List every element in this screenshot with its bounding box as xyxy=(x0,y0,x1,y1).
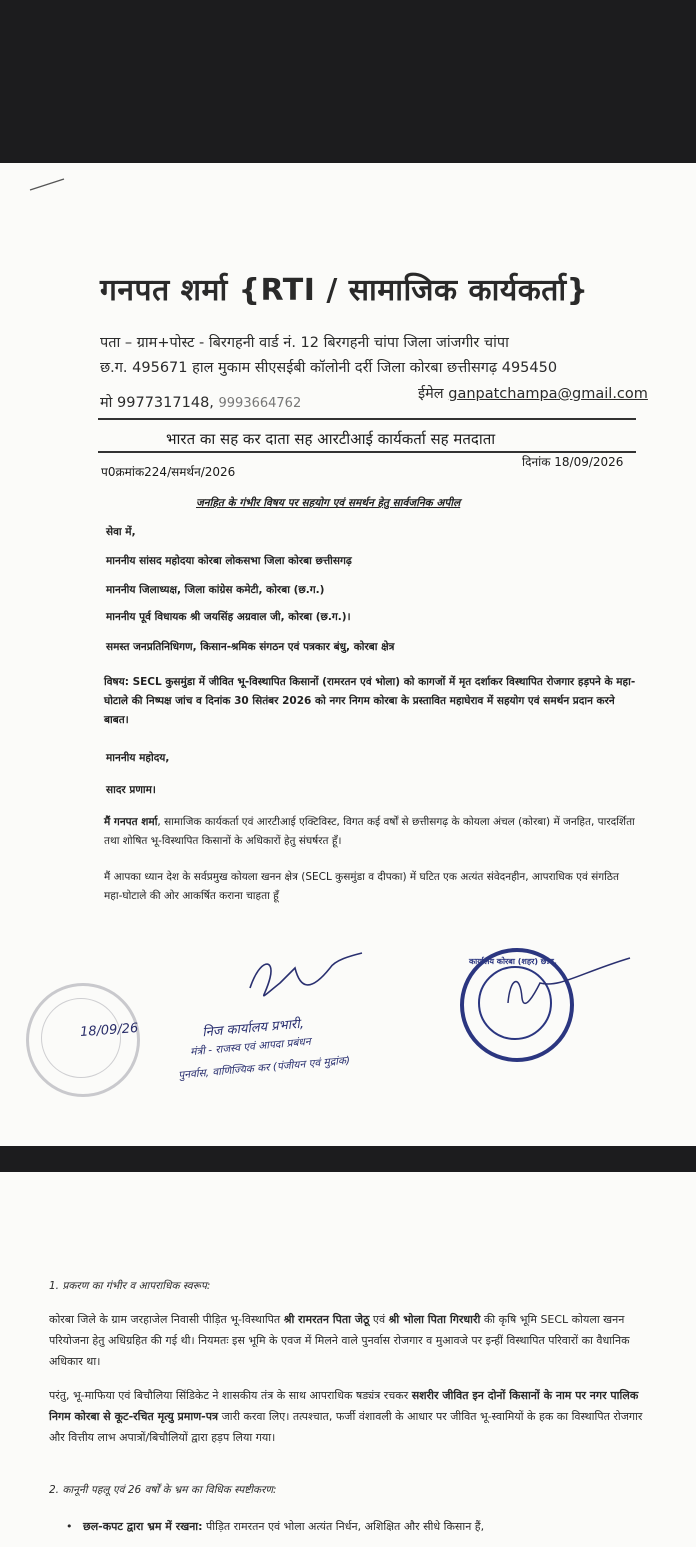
addressee-2: माननीय जिलाध्यक्ष, जिला कांग्रेस कमेटी, कोरबा (छ.ग.) xyxy=(106,584,325,596)
pranam: सादर प्रणाम। xyxy=(106,784,156,796)
subject-text: विषय: SECL कुसमुंडा में जीवित भू-विस्थापित किसानों (रामरतन एवं भोला) को कागजों में मृत दर्शाकर विस्थापित रोजगार हड़पने के महा-घोटाले की निष्पक्ष जांच व दिनांक 30 सितंबर 2026 को नगर निगम कोरबा के प्रस्तावित महाघेराव में सहयोग एवं समर्थन प्रदान करने बाबत। xyxy=(104,676,636,726)
top-dark-band xyxy=(0,0,696,163)
email-block: ईमेल ganpatchampa@gmail.com xyxy=(418,386,648,402)
attention-paragraph: मैं आपका ध्यान देश के सर्वप्रमुख कोयला खनन क्षेत्र (SECL कुसमुंडा व दीपका) में घटित एक अत्यंत संवेदनहीन, आपराधिक एवं संगठित महा-घोटाले की ओर आकर्षित कराना चाहता हूँ xyxy=(104,871,619,902)
appeal-heading: जनहित के गंभीर विषय पर सहयोग एवं समर्थन हेतु सार्वजनिक अपील xyxy=(196,497,461,509)
stamp-signature xyxy=(480,953,640,1033)
reference-number: प0क्रमांक224/समर्थन/2026 xyxy=(101,465,236,479)
bullet-item: • छल-कपट द्वारा भ्रम में रखना: पीड़ित रामरतन एवं भोला अत्यंत निर्धन, अशिक्षित और सीधे किसान हैं, xyxy=(66,1520,485,1533)
addressee-4: समस्त जनप्रतिनिधिगण, किसान-श्रमिक संगठन एवं पत्रकार बंधु, कोरबा क्षेत्र xyxy=(106,641,395,653)
office-seal-line-2: मंत्री - राजस्व एवं आपदा प्रबंधन xyxy=(189,1035,312,1059)
letter-page-2 xyxy=(0,1172,696,1547)
letter-date: दिनांक 18/09/2026 xyxy=(522,455,624,469)
intro-paragraph: मैं गनपत शर्मा, सामाजिक कार्यकर्ता एवं आरटीआई एक्टिविस्ट, विगत कई वर्षों से छत्तीसगढ़ के कोयला अंचल (कोरबा) में जनहित, पारदर्शिता तथा शोषित भू-विस्थापित किसानों के अधिकारों हेतु संघर्षरत हूँ। xyxy=(104,816,635,847)
phone-number: मो 9977317148, 9993664762 xyxy=(100,395,302,411)
section-heading-2: 2. कानूनी पहलू एवं 26 वर्षों के भ्रम का विधिक स्पष्टीकरण: xyxy=(49,1484,277,1496)
phone-number-2: 9993664762 xyxy=(218,396,302,411)
office-seal-line-1: निज कार्यालय प्रभारी, xyxy=(201,1016,305,1041)
tagline: भारत का सह कर दाता सह आरटीआई कार्यकर्ता सह मतदाता xyxy=(166,430,496,448)
email-address: ganpatchampa@gmail.com xyxy=(448,386,648,402)
pen-mark xyxy=(28,175,68,195)
middle-dark-band xyxy=(0,1146,696,1172)
faded-stamp-left xyxy=(26,983,140,1097)
round-stamp-text: कार्यालय कोरबा (शहर) छ.ग. xyxy=(469,957,557,966)
section-1-paragraph-1: कोरबा जिले के ग्राम जरहाजेल निवासी पीड़ित भू-विस्थापित श्री रामरतन पिता जेठू एवं श्री भोला पिता गिरधारी की कृषि भूमि SECL कोयला खनन परियोजना हेतु अधिग्रहित की गई थी। नियमतः इस भूमि के एवज में मिलने वाले पुनर्वास रोजगार व मुआवजे पर इन्हीं विस्थापित परिवारों का वैधानिक अधिकार था। xyxy=(49,1313,630,1368)
addressee-3: माननीय पूर्व विधायक श्री जयसिंह अग्रवाल जी, कोरबा (छ.ग.)। xyxy=(106,611,351,623)
office-seal-line-3: पुनर्वास, वाणिज्यिक कर (पंजीयन एवं मुद्रांक) xyxy=(177,1054,351,1082)
address-line-1: पता – ग्राम+पोस्ट - बिरगहनी वार्ड नं. 12 बिरगहनी चांपा जिला जांजगीर चांपा xyxy=(100,335,509,351)
divider-line xyxy=(98,418,636,420)
signature xyxy=(240,948,370,1018)
letter-page-1 xyxy=(0,163,696,1146)
greeting: माननीय महोदय, xyxy=(106,752,170,764)
section-1-paragraph-2: परंतु, भू-माफिया एवं बिचौलिया सिंडिकेट ने शासकीय तंत्र के साथ आपराधिक षड्यंत्र रचकर सशरीर जीवित इन दोनों किसानों के नाम पर नगर पालिक निगम कोरबा से कूट-रचित मृत्यु प्रमाण-पत्र जारी करवा लिए। तत्पश्चात, फर्जी वंशावली के आधार पर जीवित भू-स्वामियों के हक का विस्थापित रोजगार और वित्तीय लाभ अपात्रों/बिचौलियों द्वारा हड़प लिया गया। xyxy=(49,1389,643,1444)
address-line-2: छ.ग. 495671 हाल मुकाम सीएसईबी कॉलोनी दर्री जिला कोरबा छत्तीसगढ़ 495450 xyxy=(100,360,558,376)
bullet-dot-icon: • xyxy=(66,1520,73,1533)
salutation: सेवा में, xyxy=(106,526,136,538)
letterhead-title: गनपत शर्मा {RTI / सामाजिक कार्यकर्ता} xyxy=(100,273,589,308)
section-heading-1: 1. प्रकरण का गंभीर व आपराधिक स्वरूप: xyxy=(49,1280,211,1292)
addressee-1: माननीय सांसद महोदया कोरबा लोकसभा जिला कोरबा छत्तीसगढ़ xyxy=(106,555,352,567)
handwritten-date: 18/09/26 xyxy=(79,1020,139,1041)
